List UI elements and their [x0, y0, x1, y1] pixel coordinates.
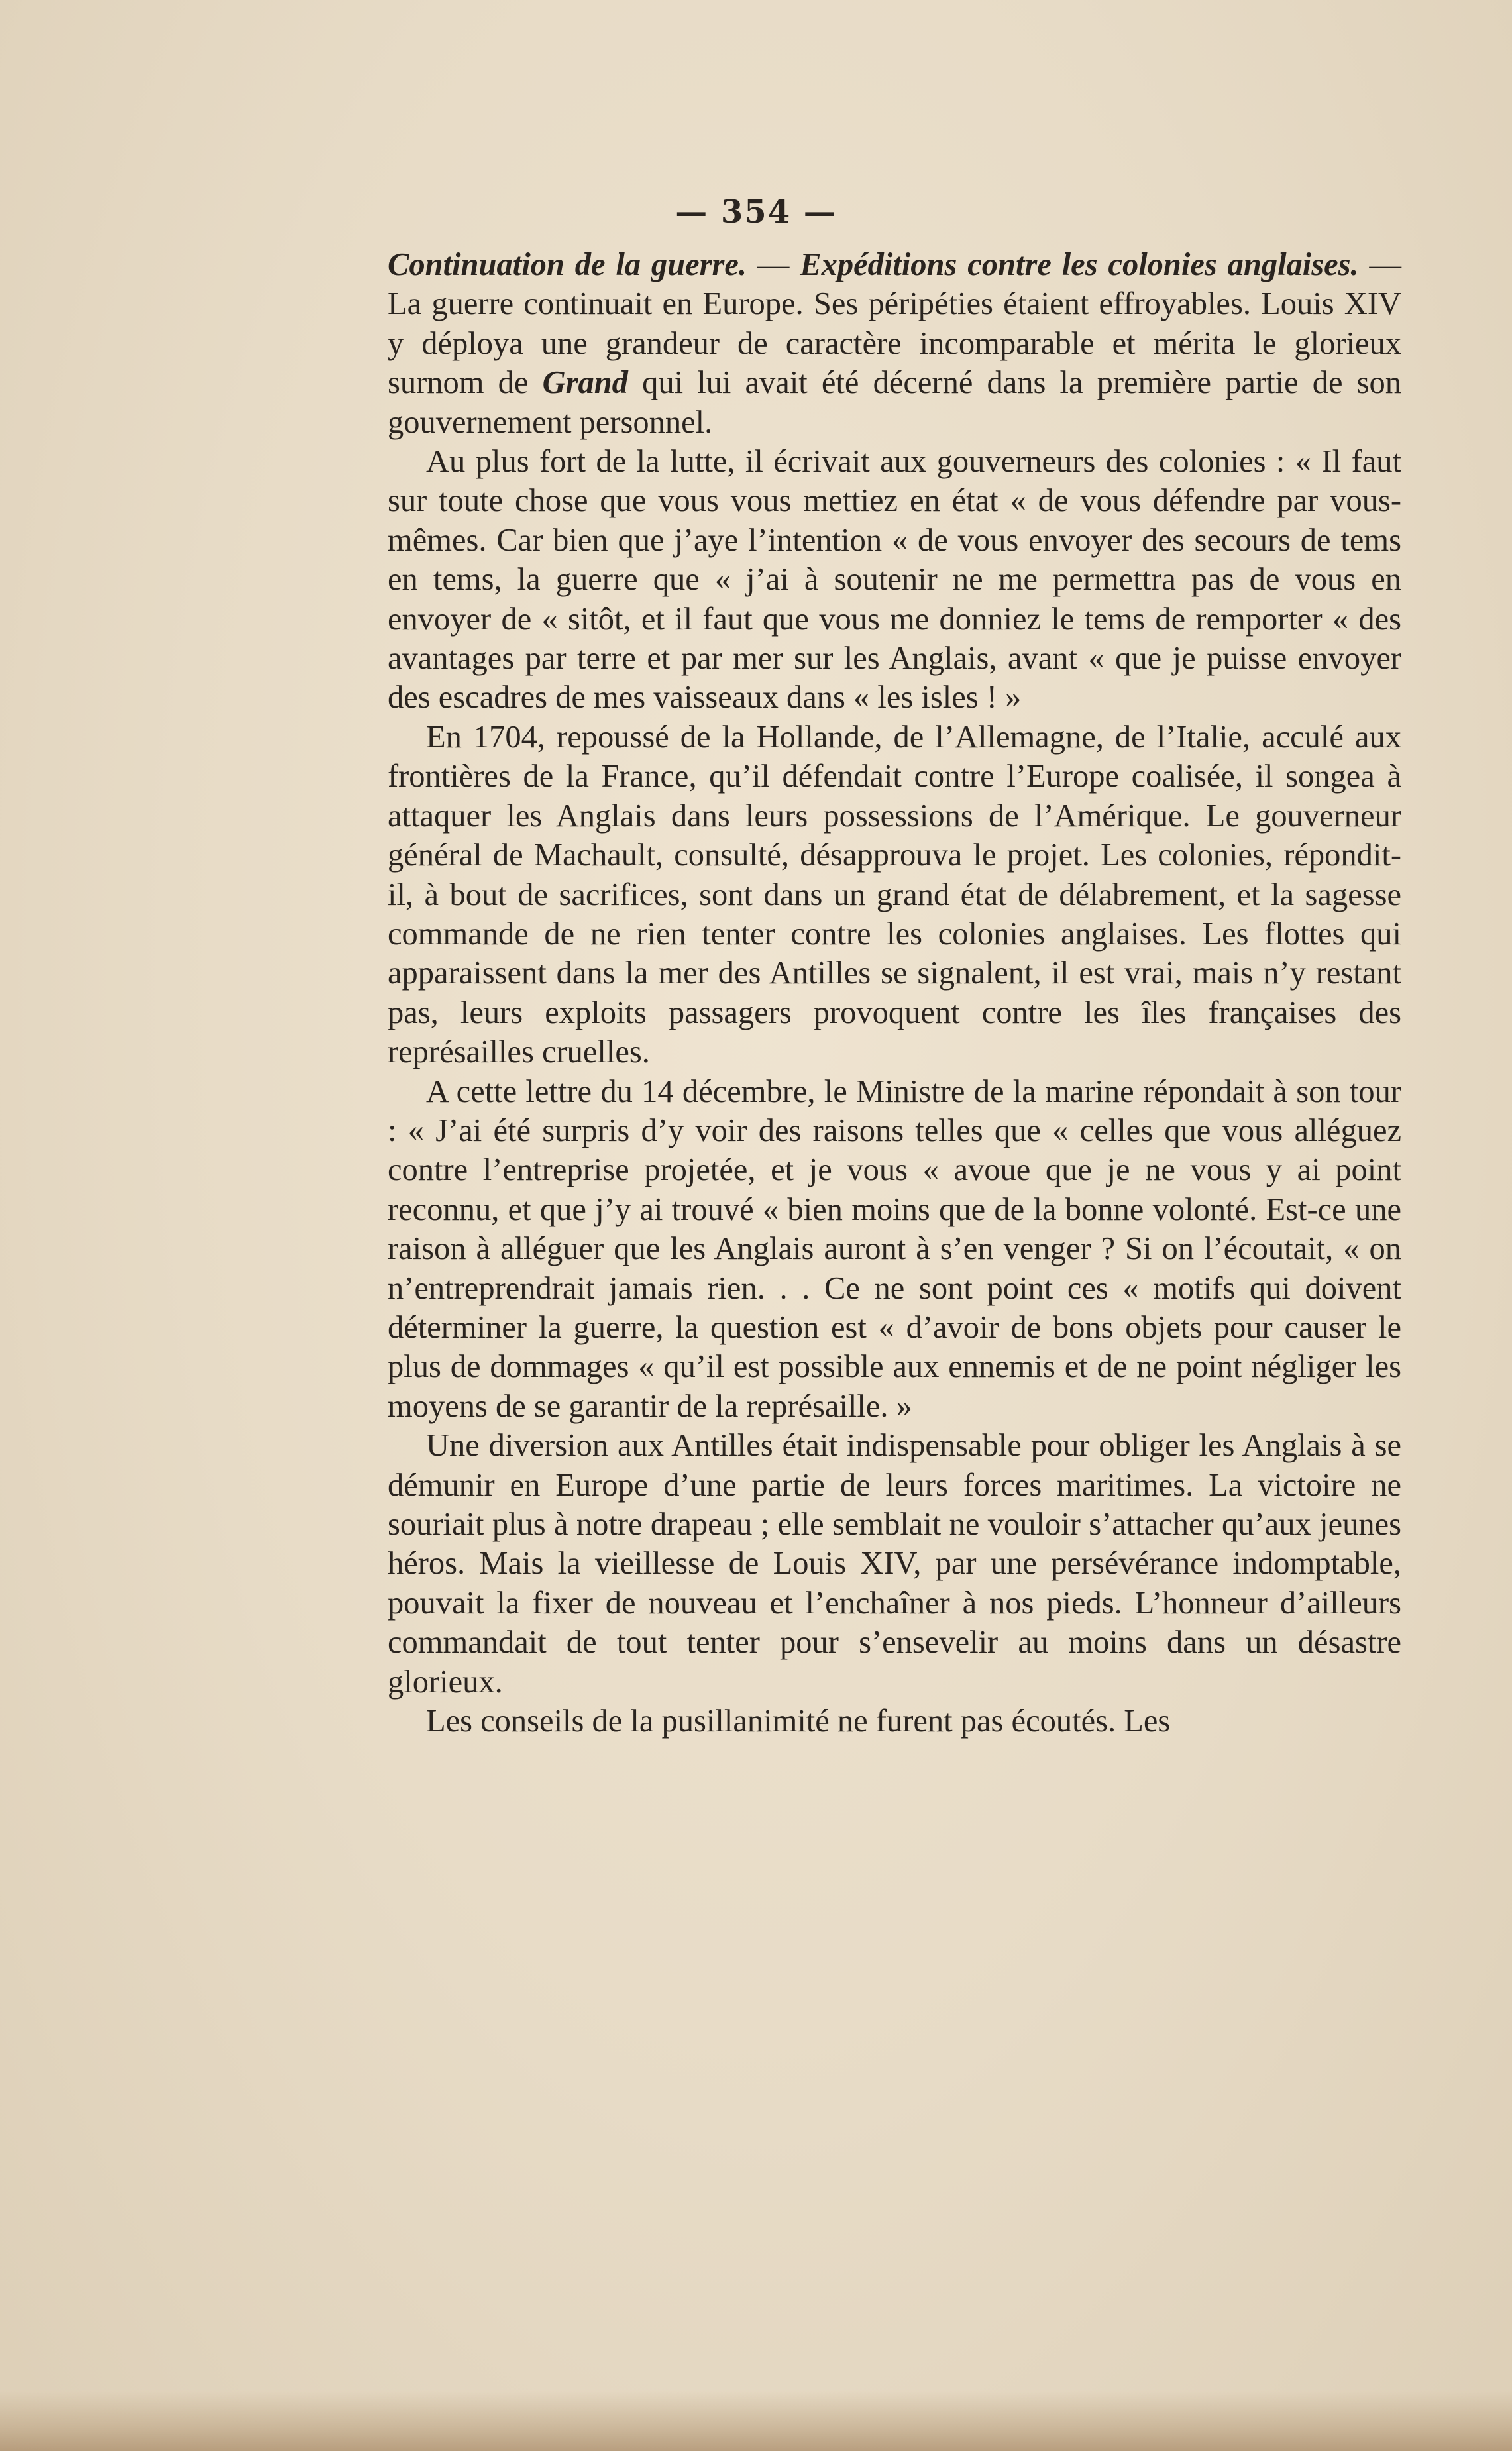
page-number: — 354 —	[675, 193, 837, 231]
paragraph-1-text-a: — La guerre continuait en Europe. Ses péripéties étaient effroyables. Louis XIV y déploya une grandeur de caractère incomparable et mérita le glorieux surnom de	[388, 247, 1402, 401]
paragraph-1-text-b: qui lui avait été décerné dans la première partie de son gouvernement personnel.	[388, 365, 1401, 440]
paragraph-1	[388, 245, 1401, 442]
paragraph-3: En 1704, repoussé de la Hollande, de l’Allemagne, de l’Italie, acculé aux frontières de la France, qu’il défendait contre l’Europe coalisée, il songea à attaquer les Anglais dans leurs possessions de l’Amérique. Le gouverneur général de Machault, consulté, désapprouva le projet. Les colonies, répondit-il, à bout de sacrifices, sont dans un grand état de délabrement, et la sagesse commande de ne rien tenter contre les colonies anglaises. Les flottes qui apparaissent dans la mer des Antilles se signalent, il est vrai, mais n’y restant pas, leurs exploits passagers provoquent contre les îles françaises des représailles cruelles.	[388, 719, 1401, 1070]
paragraph-4: A cette lettre du 14 décembre, le Ministre de la marine répondait à son tour : « J’ai été surpris d’y voir des raisons telles que « celles que vous alléguez contre l’entreprise projetée, et je vous « avoue que je ne vous y ai point reconnu, et que j’y ai trouvé « bien moins que de la bonne volonté. Est-ce une raison à alléguer que les Anglais auront à s’en venger ? Si on l’écoutait, « on n’entreprendrait jamais rien. . . Ce ne sont point ces « motifs qui doivent déterminer la guerre, la question est « d’avoir de bons objets pour causer le plus de dommages « qu’il est possible aux ennemis et de ne point négliger les moyens de se garantir de la représaille. »	[388, 1073, 1401, 1424]
emphasized-word: Grand	[542, 365, 628, 401]
paragraph-5: Une diversion aux Antilles était indispensable pour obliger les Anglais à se démunir en Europe d’une partie de leurs forces maritimes. La victoire ne souriait plus à notre drapeau ; elle semblait ne vouloir s’attacher qu’aux jeunes héros. Mais la vieillesse de Louis XIV, par une persévérance indomptable, pouvait la fixer de nouveau et l’enchaîner à nos pieds. L’honneur d’ailleurs commandait de tout tenter pour s’ensevelir au moins dans un désastre glorieux.	[388, 1428, 1401, 1700]
section-heading-part-2: Expéditions contre les colonies anglaises.	[800, 247, 1359, 282]
page-body	[388, 245, 1401, 1741]
paragraph-2: Au plus fort de la lutte, il écrivait aux gouverneurs des colonies : « Il faut sur toute chose que vous vous mettiez en état « de vous défendre par vous-mêmes. Car bien que j’aye l’intention « de vous envoyer des secours de tems en tems, la guerre que « j’ai à soutenir ne me permettra pas de vous en envoyer de « sitôt, et il faut que vous me donniez le tems de remporter « des avantages par terre et par mer sur les Anglais, avant « que je puisse envoyer des escadres de mes vaisseaux dans « les isles ! »	[388, 444, 1401, 716]
paragraph-6: Les conseils de la pusillanimité ne furent pas écoutés. Les	[426, 1704, 1171, 1739]
heading-dash: —	[747, 247, 800, 282]
section-heading-part-1: Continuation de la guerre.	[388, 247, 747, 282]
